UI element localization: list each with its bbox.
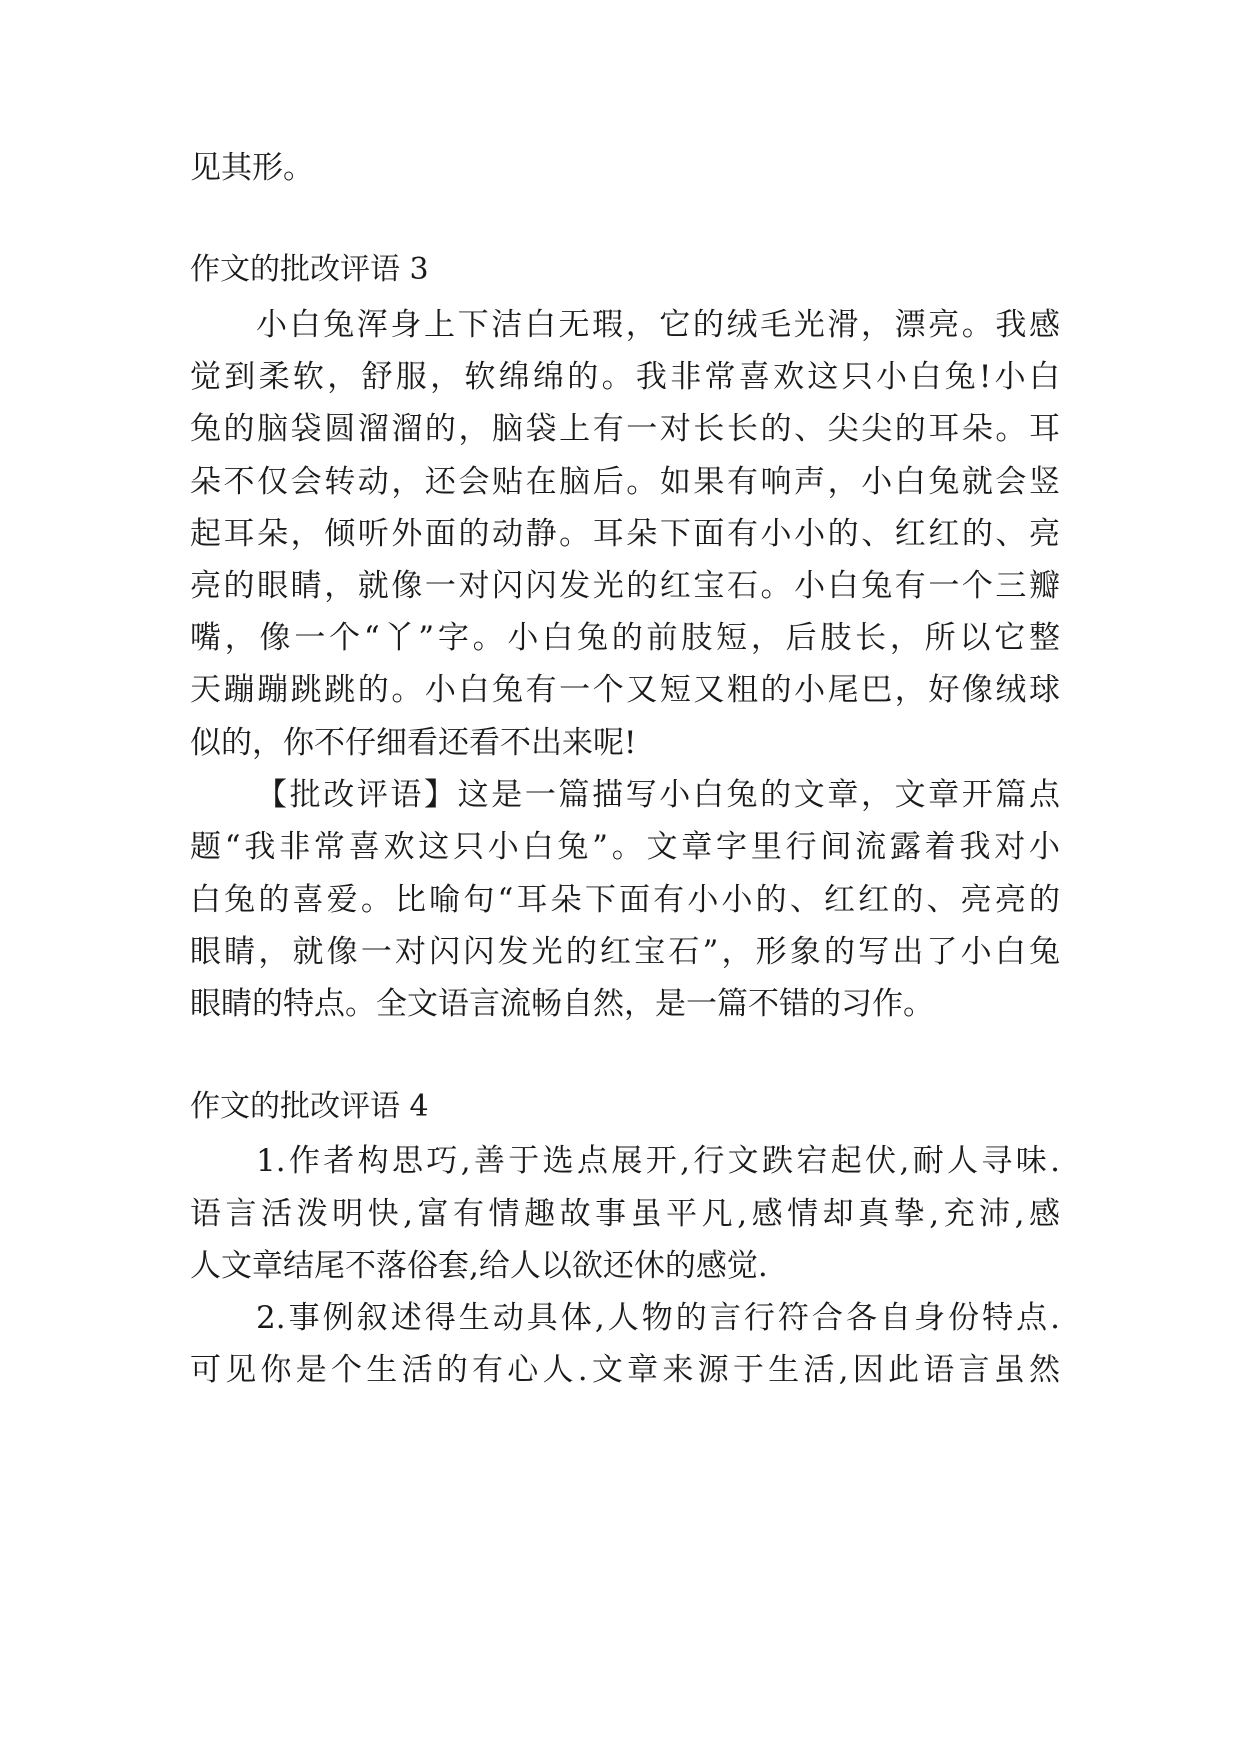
section-3-heading: 作文的批改评语 3	[190, 252, 429, 287]
comment-line: 眼睛，就像一对闪闪发光的红宝石”，形象的写出了小白兔	[190, 934, 1060, 970]
comment-item-line: 2.事例叙述得生动具体,人物的言行符合各自身份特点.	[256, 1300, 1060, 1336]
comment-line: 眼睛的特点。全文语言流畅自然，是一篇不错的习作。	[190, 986, 934, 1022]
comment-item-line: 1.作者构思巧,善于选点展开,行文跌宕起伏,耐人寻味.	[256, 1143, 1060, 1179]
essay-line: 嘴，像一个“丫”字。小白兔的前肢短，后肢长，所以它整	[190, 620, 1060, 656]
essay-line: 朵不仅会转动，还会贴在脑后。如果有响声，小白兔就会竖	[190, 464, 1060, 500]
essay-line: 亮的眼睛，就像一对闪闪发光的红宝石。小白兔有一个三瓣	[190, 568, 1060, 604]
section-4-heading: 作文的批改评语 4	[190, 1089, 429, 1124]
comment-item-line: 可见你是个生活的有心人.文章来源于生活,因此语言虽然	[190, 1352, 1060, 1388]
comment-item-line: 语言活泼明快,富有情趣故事虽平凡,感情却真挚,充沛,感	[190, 1196, 1060, 1232]
comment-line: 白兔的喜爱。比喻句“耳朵下面有小小的、红红的、亮亮的	[190, 882, 1060, 918]
comment-line: 【批改评语】这是一篇描写小白兔的文章，文章开篇点	[256, 777, 1060, 813]
essay-line: 天蹦蹦跳跳的。小白兔有一个又短又粗的小尾巴，好像绒球	[190, 672, 1060, 708]
comment-line: 题“我非常喜欢这只小白兔”。文章字里行间流露着我对小	[190, 829, 1060, 865]
top-fragment: 见其形。	[190, 150, 314, 186]
essay-line: 似的，你不仔细看还看不出来呢!	[190, 725, 637, 761]
essay-line: 小白兔浑身上下洁白无瑕，它的绒毛光滑，漂亮。我感	[256, 307, 1060, 343]
comment-item-line: 人文章结尾不落俗套,给人以欲还休的感觉.	[190, 1248, 768, 1284]
essay-line: 兔的脑袋圆溜溜的，脑袋上有一对长长的、尖尖的耳朵。耳	[190, 411, 1060, 447]
essay-line: 觉到柔软，舒服，软绵绵的。我非常喜欢这只小白兔!小白	[190, 359, 1060, 395]
essay-line: 起耳朵，倾听外面的动静。耳朵下面有小小的、红红的、亮	[190, 516, 1060, 552]
